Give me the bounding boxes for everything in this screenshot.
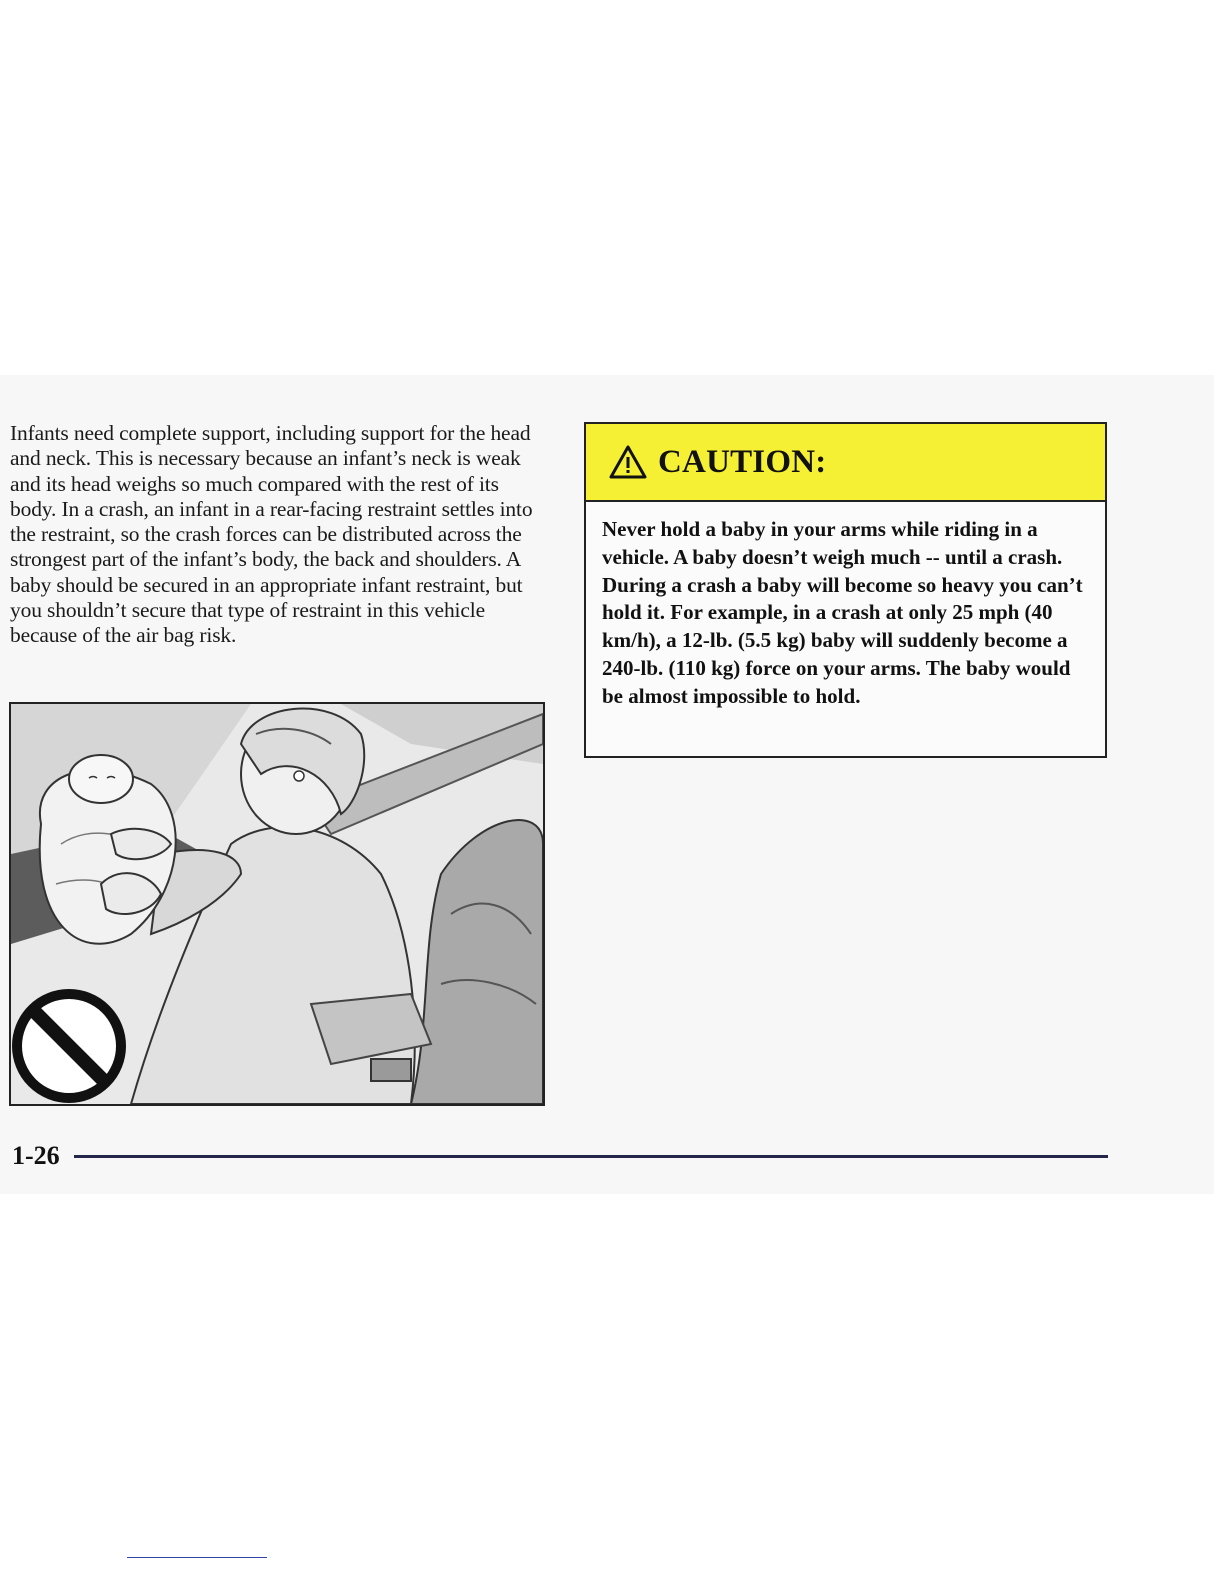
body-paragraph: Infants need complete support, including support for the head and neck. This is necessary because an infant’s neck is weak and its head weighs so much compared with the rest of its body. In a crash, an infant in a rear-facing restraint settles into the restraint, so the crash forces can be distributed across the strongest part of the infant’s body, the back and shoulders. A baby should be secured in an appropriate infant restraint, but you shouldn’t secure that type of restraint in this vehicle because of the air bag risk. bbox=[10, 421, 533, 648]
footer-rule bbox=[74, 1155, 1108, 1158]
caution-title: CAUTION: bbox=[658, 443, 827, 480]
page-number: 1-26 bbox=[12, 1141, 60, 1170]
warning-triangle-icon bbox=[608, 444, 648, 480]
illustration-woman-holding-infant bbox=[9, 702, 545, 1106]
bottom-rule bbox=[127, 1557, 267, 1558]
caution-text: Never hold a baby in your arms while riding in a vehicle. A baby doesn’t weigh much -- until a crash. During a crash a baby will become so heavy you can’t hold it. For example, in a crash at only 25 mph (40 km/h), a 12-lb. (5.5 kg) baby will suddenly become a 240-lb. (110 kg) force on your arms. The baby would be almost impossible to hold. bbox=[602, 517, 1083, 708]
illustration-drawing bbox=[11, 704, 543, 1104]
caution-box bbox=[584, 422, 1107, 758]
no-symbol-icon bbox=[17, 994, 121, 1098]
caution-header bbox=[586, 424, 1105, 502]
